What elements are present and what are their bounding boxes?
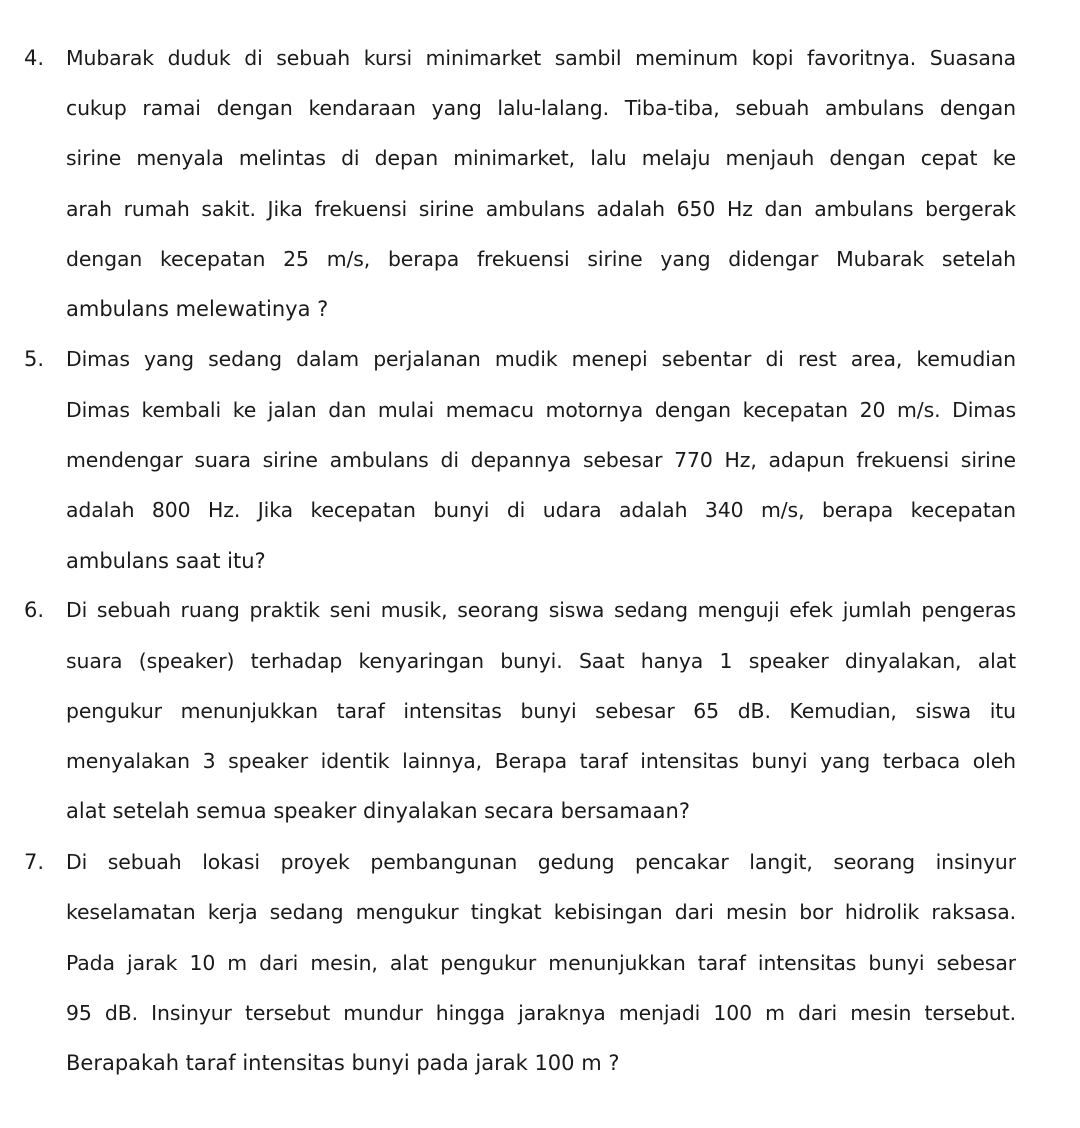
question-line: Mubarak duduk di sebuah kursi minimarket sambil meminum kopi favoritnya. Suasana xyxy=(66,46,1016,70)
question-line: ambulans melewatinya ? xyxy=(66,297,329,321)
question-line: Berapakah taraf intensitas bunyi pada jarak 100 m ? xyxy=(66,1051,620,1075)
question-line: ambulans saat itu? xyxy=(66,549,266,573)
question-line: Dimas kembali ke jalan dan mulai memacu motornya dengan kecepatan 20 m/s. Dimas xyxy=(66,398,1016,422)
question-number: 4. xyxy=(24,46,45,70)
question-line: Di sebuah lokasi proyek pembangunan gedung pencakar langit, seorang insinyur xyxy=(66,850,1016,874)
question-line: suara (speaker) terhadap kenyaringan bunyi. Saat hanya 1 speaker dinyalakan, alat xyxy=(66,649,1016,673)
question-line: dengan kecepatan 25 m/s, berapa frekuensi sirine yang didengar Mubarak setelah xyxy=(66,247,1016,271)
question-line: menyalakan 3 speaker identik lainnya, Berapa taraf intensitas bunyi yang terbaca oleh xyxy=(66,749,1016,773)
question-line: mendengar suara sirine ambulans di depannya sebesar 770 Hz, adapun frekuensi sirine xyxy=(66,448,1016,472)
question-line: Pada jarak 10 m dari mesin, alat pengukur menunjukkan taraf intensitas bunyi sebesar xyxy=(66,951,1016,975)
question-number: 7. xyxy=(24,850,45,874)
question-line: pengukur menunjukkan taraf intensitas bunyi sebesar 65 dB. Kemudian, siswa itu xyxy=(66,699,1016,723)
question-line: adalah 800 Hz. Jika kecepatan bunyi di udara adalah 340 m/s, berapa kecepatan xyxy=(66,498,1016,522)
question-line: arah rumah sakit. Jika frekuensi sirine ambulans adalah 650 Hz dan ambulans bergerak xyxy=(66,197,1016,221)
question-line: cukup ramai dengan kendaraan yang lalu-lalang. Tiba-tiba, sebuah ambulans dengan xyxy=(66,96,1016,120)
question-line: alat setelah semua speaker dinyalakan secara bersamaan? xyxy=(66,799,690,823)
question-line: sirine menyala melintas di depan minimarket, lalu melaju menjauh dengan cepat ke xyxy=(66,146,1016,170)
question-number: 5. xyxy=(24,347,45,371)
question-line: Dimas yang sedang dalam perjalanan mudik menepi sebentar di rest area, kemudian xyxy=(66,347,1016,371)
question-line: 95 dB. Insinyur tersebut mundur hingga jaraknya menjadi 100 m dari mesin tersebut. xyxy=(66,1001,1016,1025)
question-number: 6. xyxy=(24,598,45,622)
question-line: Di sebuah ruang praktik seni musik, seorang siswa sedang menguji efek jumlah pengeras xyxy=(66,598,1016,622)
question-line: keselamatan kerja sedang mengukur tingkat kebisingan dari mesin bor hidrolik raksasa. xyxy=(66,900,1016,924)
